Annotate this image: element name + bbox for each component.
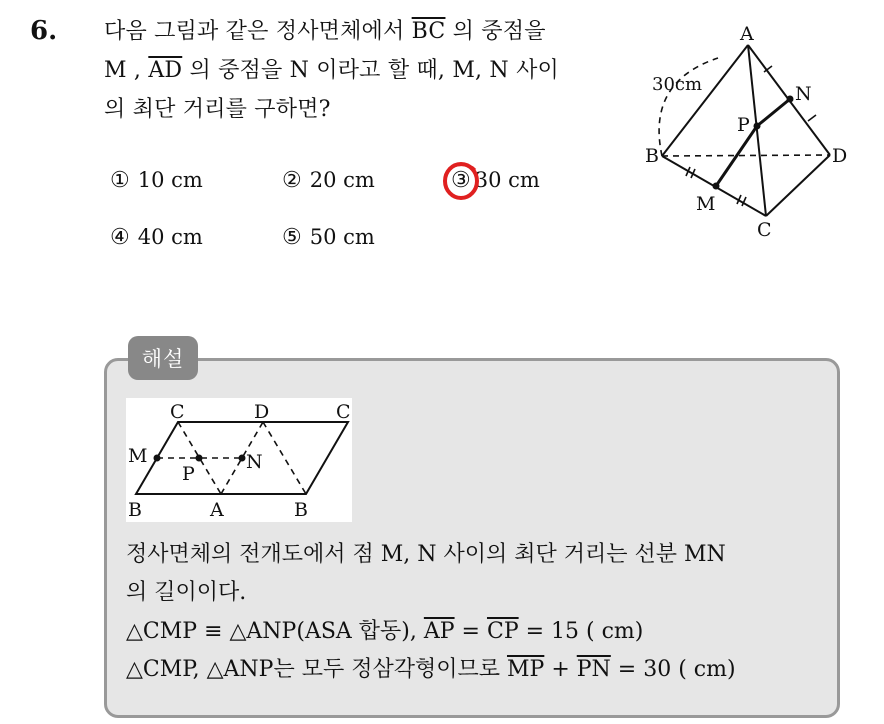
- choice-label: 50 cm: [309, 225, 375, 249]
- label-m: M: [696, 193, 716, 215]
- net-label-p: P: [182, 463, 195, 485]
- net-label-a: A: [210, 499, 224, 521]
- label-d: D: [832, 145, 848, 167]
- solution-text: =: [454, 619, 487, 644]
- edge-ac: [748, 45, 766, 216]
- segment-ap: $\overline{AP}$: [423, 619, 455, 644]
- segment-bc: $\overline{BC}$: [411, 19, 446, 44]
- net-label-b1: B: [128, 499, 142, 521]
- choice-marker: ②: [282, 168, 302, 193]
- net-label-n: N: [246, 451, 263, 473]
- choice-marker: ①: [110, 168, 130, 193]
- label-n: N: [795, 83, 812, 105]
- solution-line-1: 정사면체의 전개도에서 점 M, N 사이의 최단 거리는 선분 MN: [126, 542, 726, 567]
- path-pn: [757, 99, 790, 126]
- edge-bd-hidden: [662, 155, 830, 156]
- question-text-line-1: [104, 14, 546, 45]
- choice-1[interactable]: [110, 168, 203, 193]
- choice-marker: ④: [110, 225, 130, 250]
- label-a: A: [740, 23, 754, 45]
- choice-4[interactable]: [110, 225, 203, 250]
- choice-2[interactable]: [282, 168, 375, 193]
- length-arc: [659, 58, 718, 156]
- net-point-n: [239, 455, 246, 462]
- question-number: 6.: [30, 16, 58, 46]
- solution-text: = 15 ( cm): [518, 619, 644, 644]
- solution-text: △CMP, △ANP는 모두 정삼각형이므로: [126, 657, 507, 682]
- question-text: M ,: [104, 58, 149, 83]
- question-text: 의 중점을 N 이라고 할 때, M, N 사이: [182, 58, 559, 83]
- choice-label: 30 cm: [474, 168, 540, 192]
- tetrahedron-figure: [640, 20, 855, 245]
- selected-answer-circle-icon: [441, 160, 481, 202]
- solution-line-2: 의 길이이다.: [126, 580, 247, 605]
- question-text-line-2: [104, 53, 559, 84]
- point-p: [754, 123, 761, 130]
- question-text-line-3: 의 최단 거리를 구하면?: [104, 97, 331, 122]
- net-label-c1: C: [170, 401, 185, 423]
- segment-pn: $\overline{PN}$: [576, 657, 611, 682]
- choice-marker: ⑤: [282, 225, 302, 250]
- choice-label: 10 cm: [137, 168, 203, 192]
- net-point-m: [154, 455, 161, 462]
- net-point-p: [196, 455, 203, 462]
- choice-label: 40 cm: [137, 225, 203, 249]
- choice-marker: ③: [451, 168, 471, 193]
- label-edge-length: 30cm: [652, 74, 703, 95]
- solution-line-4: [126, 652, 736, 683]
- segment-cp: $\overline{CP}$: [486, 619, 519, 644]
- question-text: 다음 그림과 같은 정사면체에서: [104, 19, 412, 44]
- label-c: C: [757, 219, 772, 241]
- segment-mp: $\overline{MP}$: [506, 657, 545, 682]
- point-n: [787, 96, 794, 103]
- choice-5[interactable]: [282, 225, 375, 250]
- net-label-m: M: [128, 445, 148, 467]
- solution-text: +: [544, 657, 577, 682]
- solution-line-3: [126, 614, 643, 645]
- segment-ad: $\overline{AD}$: [148, 58, 183, 83]
- choice-label: 20 cm: [309, 168, 375, 192]
- solution-text: △CMP ≡ △ANP(ASA 합동),: [126, 619, 424, 644]
- net-label-c2: C: [336, 401, 351, 423]
- solution-text: = 30 ( cm): [610, 657, 736, 682]
- label-p: P: [737, 114, 750, 136]
- net-diagram: [126, 398, 352, 522]
- edge-ab: [662, 45, 748, 156]
- label-b: B: [645, 145, 659, 167]
- point-m: [713, 183, 720, 190]
- edge-cd: [766, 155, 830, 216]
- net-label-d: D: [254, 401, 270, 423]
- question-text: 의 중점을: [445, 19, 546, 44]
- net-label-b2: B: [294, 499, 308, 521]
- solution-badge: 해설: [128, 336, 198, 380]
